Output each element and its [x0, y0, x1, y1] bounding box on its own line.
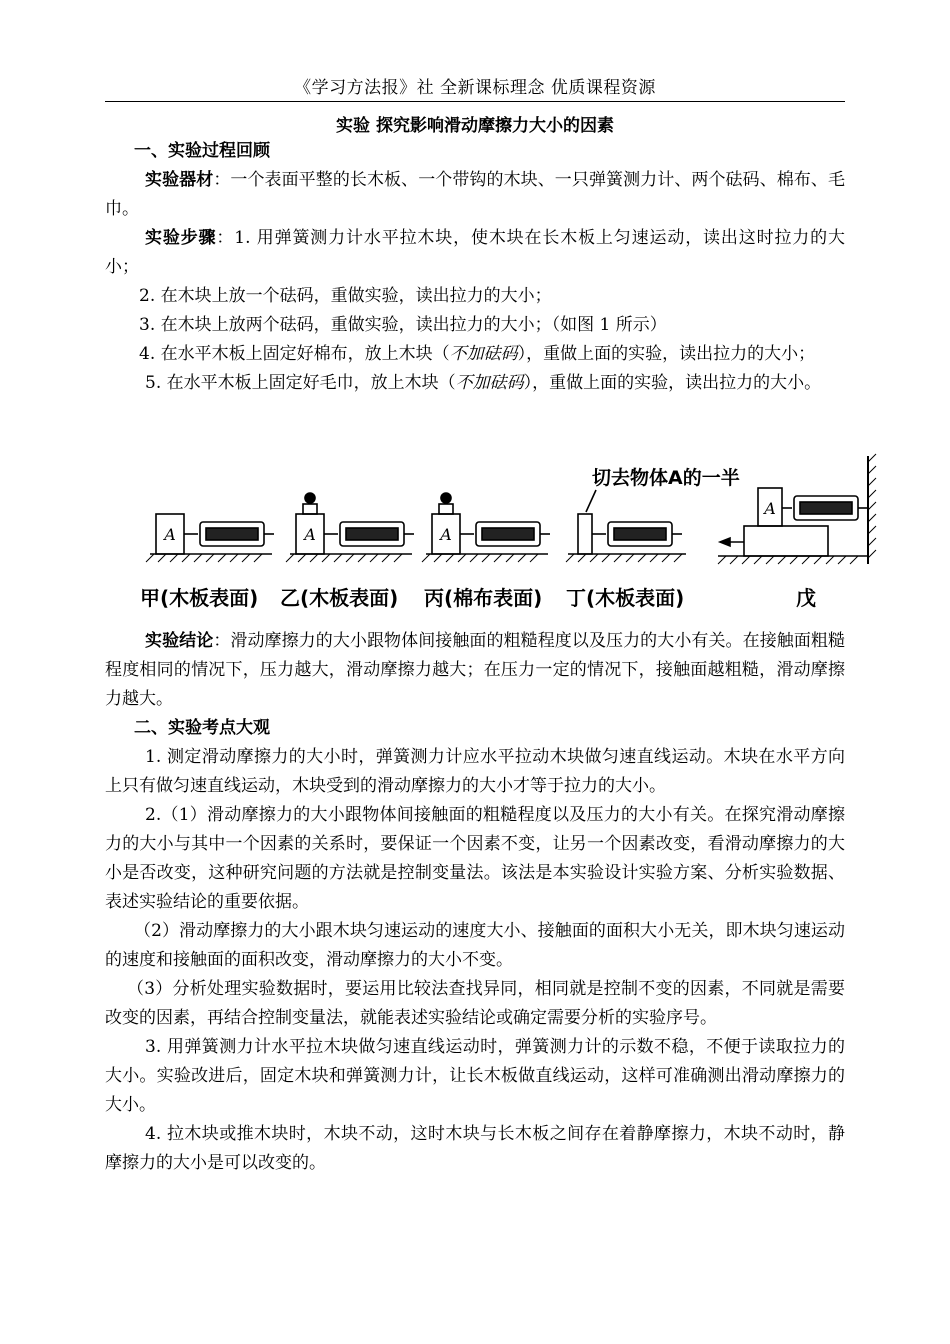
block-label: A [440, 525, 452, 544]
setup-wu [718, 454, 876, 564]
step-1-text: ：1. 用弹簧测力计水平拉木块，使木块在长木板上匀速运动，读出这时拉力的大小； [105, 228, 846, 277]
step-4-paragraph [105, 340, 845, 369]
section-1-conclusion [105, 627, 845, 1178]
equipment-paragraph [105, 166, 845, 224]
step-4-text-c: ），重做上面的实验，读出拉力的大小； [517, 344, 816, 364]
step-1-paragraph [105, 224, 845, 282]
step-2-paragraph: 2. 在木块上放一个砝码，重做实验，读出拉力的大小； [139, 286, 552, 306]
section-2-p4: （3）分析处理实验数据时，要运用比较法查找异同，相同就是控制不变的因素，不同就是需要改变的因素，再结合控制变量法，就能表述实验结论或确定需要分析的实验序号。 [105, 979, 845, 1028]
setup-yi [286, 493, 414, 562]
equipment-label: 实验器材 [145, 170, 214, 190]
caption-bing: 丙(棉布表面) [424, 586, 543, 610]
caption-ding: 丁(木板表面) [566, 586, 685, 610]
header-rule [105, 101, 845, 102]
conclusion-paragraph [105, 627, 845, 714]
step-5-text-c: ），重做上面的实验，读出拉力的大小。 [523, 373, 822, 393]
step-5-paragraph [105, 369, 845, 398]
experiment-figure [140, 452, 880, 620]
setup-ding [566, 466, 740, 562]
conclusion-label: 实验结论 [145, 631, 214, 651]
equipment-text: ：一个表面平整的长木板、一个带钩的木块、一只弹簧测力计、两个砝码、棉布、毛巾。 [105, 170, 846, 219]
section-2-p6: 4. 拉木块或推木块时，木块不动，这时木块与长木板之间存在着静摩擦力，木块不动时，静摩擦力的大小是可以改变的。 [105, 1124, 845, 1173]
section-2-p2: 2.（1）滑动摩擦力的大小跟物体间接触面的粗糙程度以及压力的大小有关。在探究滑动摩擦力的大小与其中一个因素的关系时，要保证一个因素不变，让另一个因素改变，看滑动摩擦力的大小是否改变，这种研究问题的方法就是控制变量法。该法是本实验设计实验方案、分析实验数据、表述实验结论的重要依据。 [105, 805, 845, 912]
block-label: A [304, 525, 316, 544]
block-label: A [764, 499, 776, 518]
setup-bing [422, 493, 550, 562]
document-title: 实验 探究影响滑动摩擦力大小的因素 [336, 116, 614, 136]
step-5-text-b: 不加砝码 [455, 373, 524, 393]
section-2-p5: 3. 用弹簧测力计水平拉木块做匀速直线运动时，弹簧测力计的示数不稳，不便于读取拉力的大小。实验改进后，固定木块和弹簧测力计，让长木板做直线运动，这样可准确测出滑动摩擦力的大小。 [105, 1037, 845, 1115]
page-header: 《学习方法报》社 全新课标理念 优质课程资源 [294, 78, 656, 98]
section-2-p3: （2）滑动摩擦力的大小跟木块匀速运动的速度大小、接触面的面积大小无关，即木块匀速运动的速度和接触面的面积改变，滑动摩擦力的大小不变。 [105, 921, 845, 970]
caption-jia: 甲(木板表面) [140, 586, 259, 610]
conclusion-text: ：滑动摩擦力的大小跟物体间接触面的粗糙程度以及压力的大小有关。在接触面粗糙程度相同的情况下，压力越大，滑动摩擦力越大；在压力一定的情况下，接触面越粗糙，滑动摩擦力越大。 [105, 631, 846, 709]
step-5-text-a: 5. 在水平木板上固定好毛巾，放上木块（ [145, 373, 456, 393]
step-4-text-a: 4. 在水平木板上固定好棉布，放上木块（ [139, 344, 450, 364]
steps-label: 实验步骤 [145, 228, 217, 248]
section-1 [105, 137, 845, 398]
caption-wu: 戊 [796, 586, 816, 610]
section-2-heading: 二、实验考点大观 [134, 718, 270, 738]
caption-yi: 乙(木板表面) [280, 586, 399, 610]
step-3-paragraph: 3. 在木块上放两个砝码，重做实验，读出拉力的大小；（如图 1 所示） [139, 315, 667, 335]
cut-annotation: 切去物体A的一半 [592, 467, 740, 489]
step-4-text-b: 不加砝码 [449, 344, 518, 364]
section-2-p1: 1. 测定滑动摩擦力的大小时，弹簧测力计应水平拉动木块做匀速直线运动。木块在水平方向上只有做匀速直线运动，木块受到的滑动摩擦力的大小才等于拉力的大小。 [105, 747, 845, 796]
section-1-heading: 一、实验过程回顾 [134, 141, 270, 161]
setup-jia [146, 514, 274, 562]
block-label: A [164, 525, 176, 544]
